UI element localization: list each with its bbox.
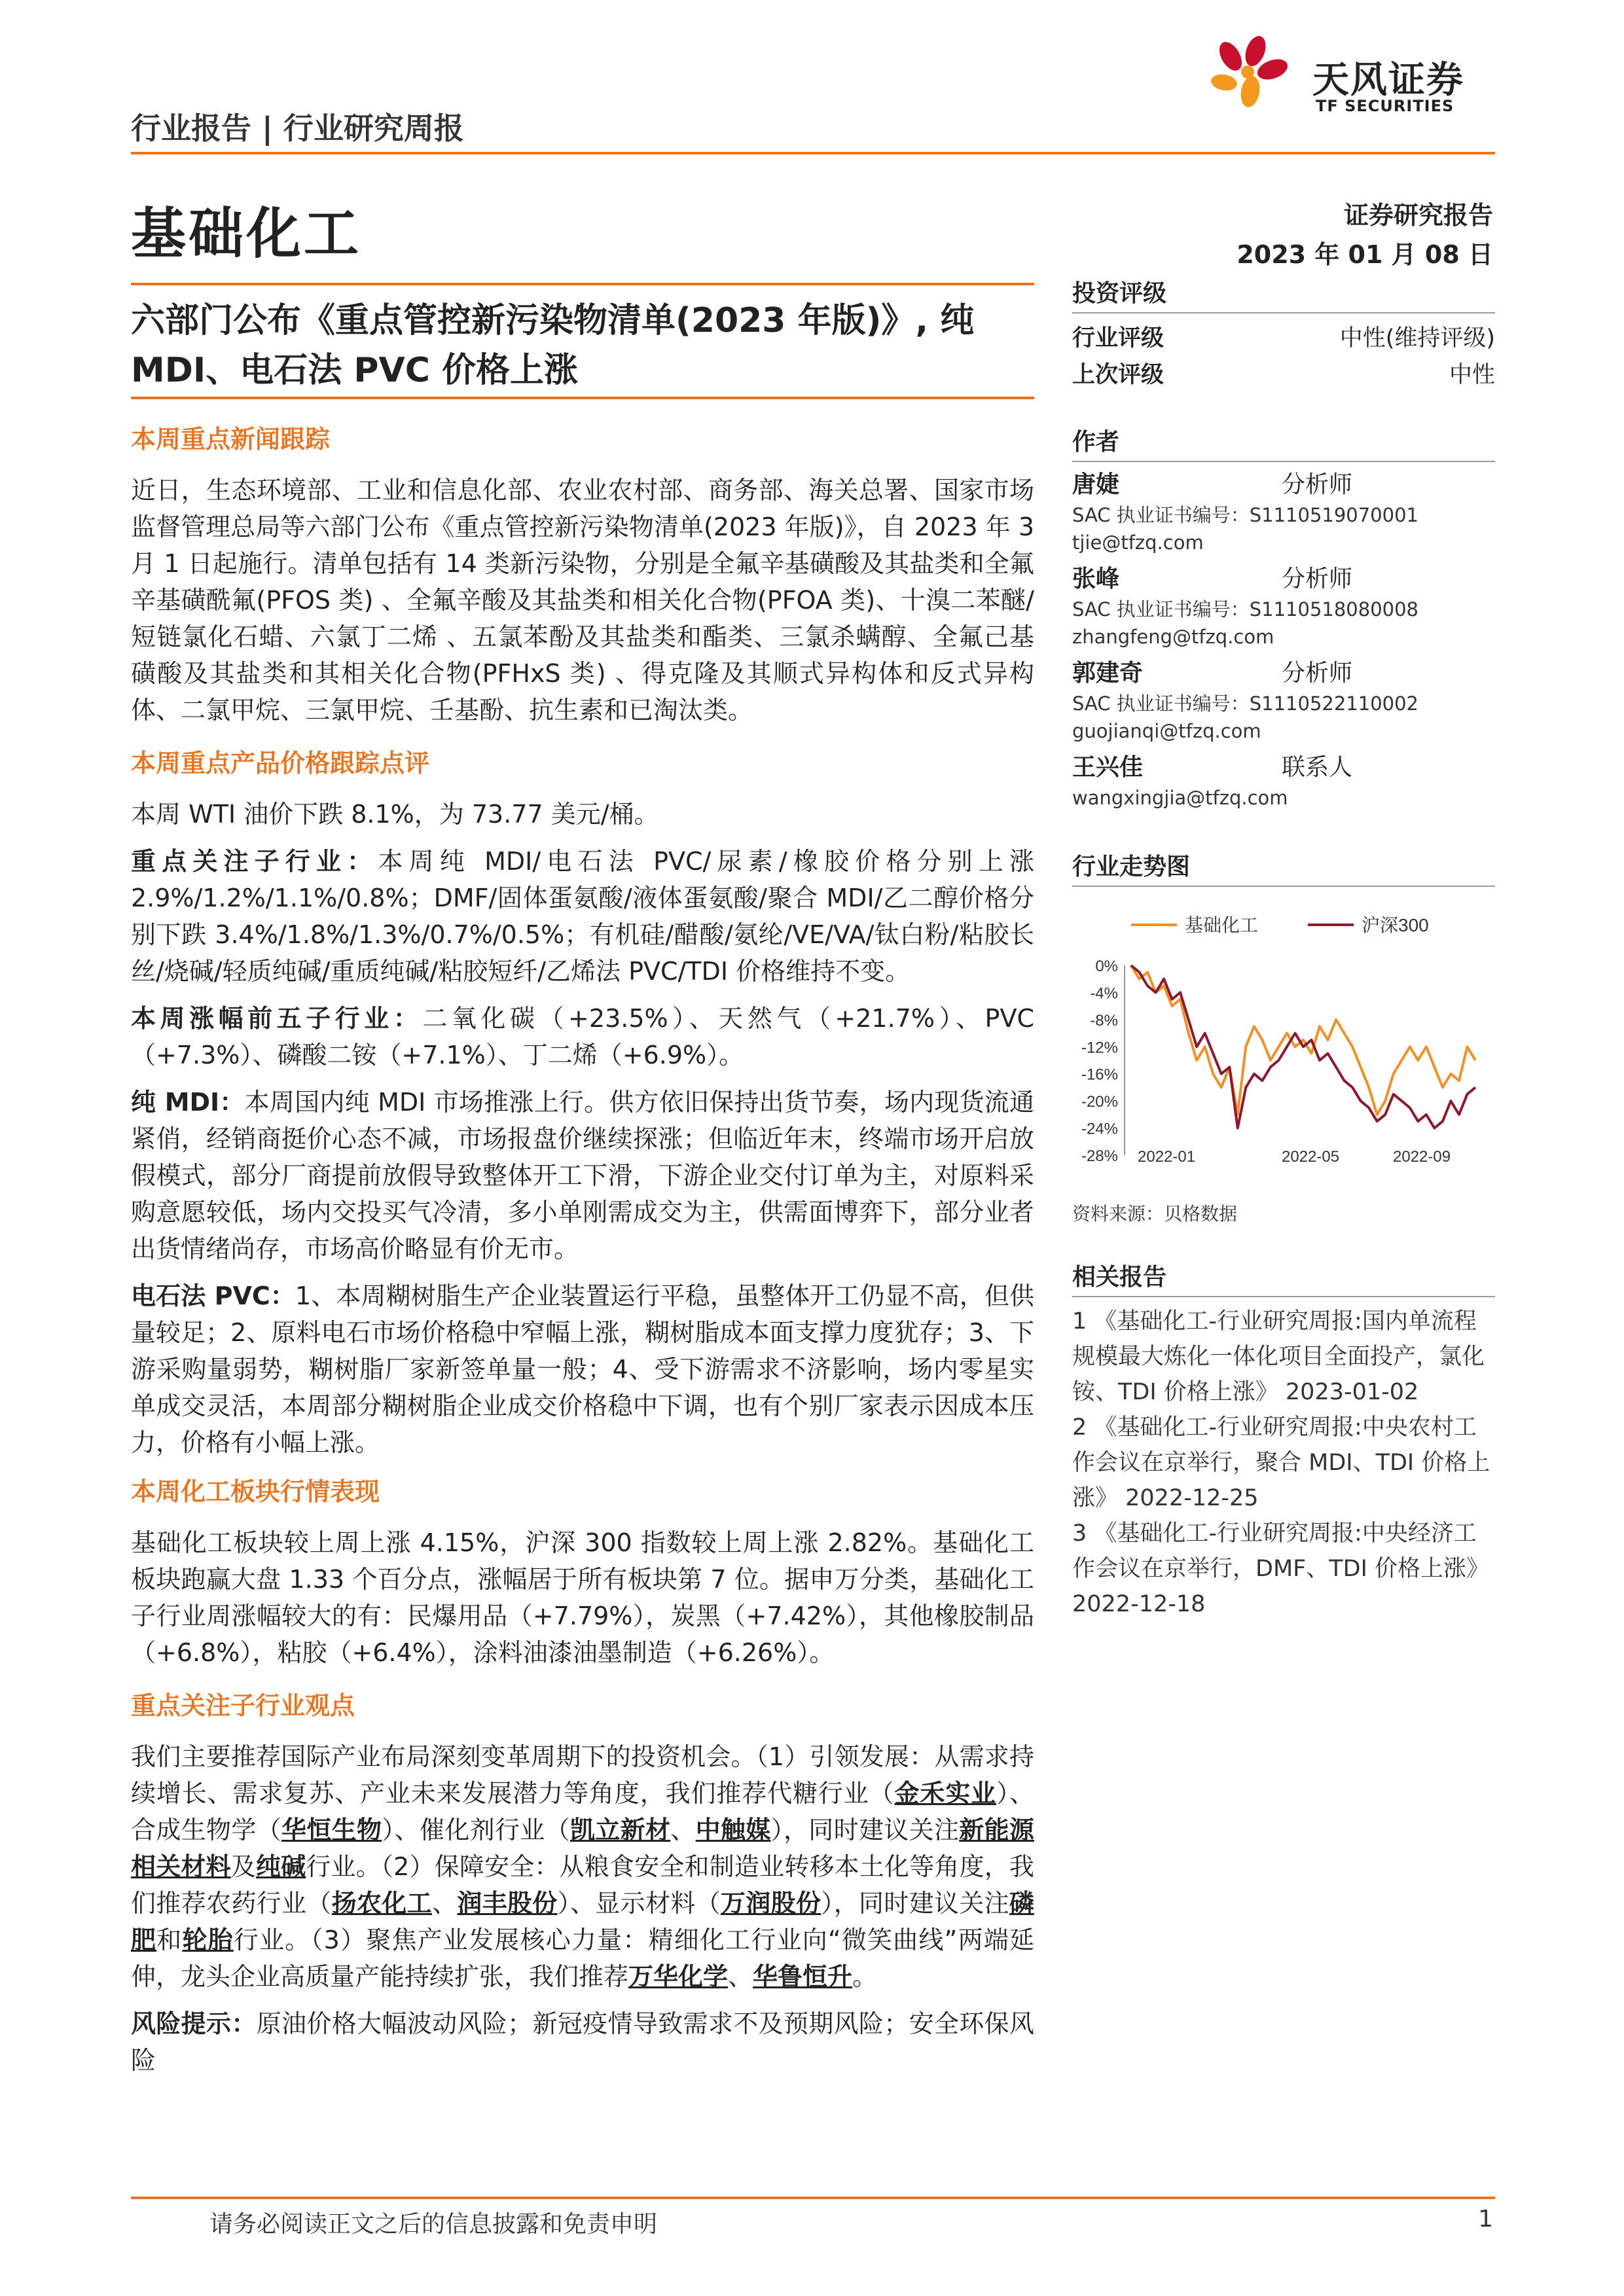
- top5-label: 本周涨幅前五子行业：: [131, 1004, 423, 1033]
- stock-pick: 华恒生物: [281, 1816, 382, 1844]
- author-role: 分析师: [1282, 660, 1353, 687]
- stock-pick: 凯立新材: [569, 1816, 671, 1844]
- section-market-heading: 本周化工板块行情表现: [131, 1477, 380, 1506]
- doc-date: 2023 年 01 月 08 日: [1236, 240, 1493, 269]
- report-type: 行业报告 | 行业研究周报: [131, 111, 464, 146]
- sector-pick: 轮胎: [182, 1926, 234, 1954]
- stock-pick: 万华化学: [628, 1962, 729, 1991]
- trend-chart-svg: [1072, 893, 1495, 1188]
- related-report[interactable]: 2 《基础化工-行业研究周报:中央农村工作会议在京举行，聚合 MDI、TDI 价格上涨》 2022-12-25: [1072, 1414, 1490, 1511]
- author-entry: [1072, 563, 1495, 651]
- stock-pick: 万润股份: [720, 1889, 821, 1918]
- related-report[interactable]: 3 《基础化工-行业研究周报:中央经济工作会议在京举行，DMF、TDI 价格上涨》 2022-12-18: [1072, 1520, 1490, 1617]
- mdi-text: 本周国内纯 MDI 市场推涨上行。供方依旧保持出货节奏，场内现货流通紧俏，经销商挺价心态不减，市场报盘价继续探涨；但临近年末，终端市场开启放假模式，部分厂商提前放假导致整体开工下滑，下游企业交付订单为主，对原料采购意愿较低，场内交投买气冷清，多小单刚需成交为主，供需面博弈下，部分业者出货情绪尚存，市场高价略显有价无市。: [131, 1088, 1034, 1263]
- author-email[interactable]: guojianqi@tfzq.com: [1072, 720, 1261, 742]
- focus-label: 重点关注子行业：: [131, 847, 378, 876]
- doc-type: 证券研究报告: [1343, 201, 1493, 230]
- views-text-part: ）、显示材料（: [557, 1889, 721, 1918]
- sector-pick: 新能源相关材料: [131, 1816, 1034, 1881]
- footer-divider: [131, 2197, 1495, 2199]
- views-text-part: 。: [852, 1962, 878, 1991]
- brand-name-en: TF SECURITIES: [1316, 97, 1454, 115]
- rating-row: [1072, 357, 1495, 393]
- y-tick-label: -24%: [1081, 1120, 1118, 1138]
- trend-heading: 行业走势图: [1072, 848, 1495, 887]
- brand-logo: [1204, 31, 1492, 117]
- section-news-heading: 本周重点新闻跟踪: [131, 425, 331, 454]
- related-heading: 相关报告: [1072, 1259, 1495, 1297]
- author-sac: SAC 执业证书编号：S1110518080008: [1072, 598, 1419, 620]
- views-text-part: ），同时建议关注: [821, 1889, 1009, 1918]
- top5-subindustry: [131, 1000, 1034, 1073]
- views-text-part: ），同时建议关注: [770, 1816, 960, 1844]
- views-text-part: ）、催化剂行业（: [382, 1816, 570, 1844]
- rating-box: [1072, 275, 1495, 393]
- sector-pick: 磷肥: [131, 1889, 1034, 1954]
- focus-subindustry: [131, 843, 1034, 990]
- series-line: [1131, 965, 1475, 1128]
- stock-pick: 金禾实业: [894, 1779, 997, 1808]
- header-divider: [131, 152, 1495, 154]
- author-email[interactable]: tjie@tfzq.com: [1072, 531, 1204, 554]
- trend-box: [1072, 848, 1495, 1226]
- rating-heading: 投资评级: [1072, 275, 1495, 314]
- report-title-line-2: MDI、电石法 PVC 价格上涨: [131, 351, 578, 390]
- y-tick-label: -28%: [1081, 1147, 1118, 1165]
- y-tick-label: -16%: [1081, 1066, 1118, 1084]
- mdi-paragraph: [131, 1084, 1034, 1267]
- stock-pick: 中触媒: [695, 1816, 771, 1844]
- page-number: 1: [1478, 2206, 1493, 2233]
- legend-label: 基础化工: [1185, 915, 1259, 935]
- tf-flower-icon: [1204, 31, 1303, 117]
- report-title: [131, 296, 1034, 395]
- section-prices-heading: 本周重点产品价格跟踪点评: [131, 749, 430, 778]
- author-name: 郭建奇: [1072, 660, 1144, 687]
- rating-key: 行业评级: [1072, 325, 1164, 351]
- legend-label: 沪深300: [1362, 915, 1429, 935]
- related-box: [1072, 1259, 1495, 1622]
- views-text-part: 我们主要推荐国际产业布局深刻变革周期下的投资机会。（1）引领发展：从需求持续增长、需求复苏、产业未来发展潜力等角度，我们推荐代糖行业（: [131, 1742, 1034, 1808]
- sector-pick: 纯碱: [255, 1852, 306, 1881]
- author-entry: [1072, 657, 1495, 745]
- x-tick-label: 2022-01: [1138, 1148, 1196, 1166]
- report-title-line-1: 六部门公布《重点管控新污染物清单(2023 年版)》, 纯: [131, 301, 975, 340]
- mdi-label: 纯 MDI：: [131, 1088, 245, 1117]
- views-text-part: 行业。（3）聚焦产业发展核心力量：精细化工行业向“微笑曲线”两端延伸，龙头企业高质量产能持续扩张，我们推荐: [131, 1926, 1034, 1991]
- top5-text: 二氧化碳（+23.5%）、天然气（+21.7%）、PVC（+7.3%）、磷酸二铵（+7.1%）、丁二烯（+6.9%）。: [131, 1004, 1034, 1069]
- section-news-text: 近日，生态环境部、工业和信息化部、农业农村部、商务部、海关总署、国家市场监督管理总局等六部门公布《重点管控新污染物清单(2023 年版)》，自 2023 年 3 月 1 日起施行。清单包括有 14 类新污染物，分别是全氟辛基磺酸及其盐类和全氟辛基磺酰氟(PFOS 类) 、全氟辛酸及其盐类和相关化合物(PFOA 类)、十溴二苯醚/短链氯化石蜡、六氯丁二烯 、五氯苯酚及其盐类和酯类、三氯杀螨醇、全氟己基磺酸及其盐类和其相关化合物(PFHxS 类) 、得克隆及其顺式异构体和反式异构体、二氯甲烷、三氯甲烷、壬基酚、抗生素和已淘汰类。: [131, 476, 1034, 725]
- pvc-label: 电石法 PVC：: [131, 1282, 295, 1310]
- x-tick-label: 2022-05: [1282, 1148, 1340, 1166]
- risk-label: 风险提示：: [131, 2009, 257, 2038]
- author-sac: SAC 执业证书编号：S1110522110002: [1072, 692, 1419, 715]
- risk-paragraph: [131, 2005, 1034, 2079]
- views-text-part: 、: [431, 1889, 458, 1918]
- y-tick-label: -12%: [1081, 1039, 1118, 1057]
- title-bottom-divider: [131, 397, 1034, 399]
- author-email[interactable]: zhangfeng@tfzq.com: [1072, 626, 1274, 648]
- y-tick-label: -8%: [1090, 1011, 1118, 1030]
- author-role: 联系人: [1282, 754, 1353, 781]
- y-tick-label: -20%: [1081, 1093, 1118, 1111]
- risk-text: 原油价格大幅波动风险；新冠疫情导致需求不及预期风险；安全环保风险: [131, 2009, 1034, 2075]
- views-text-part: 及: [230, 1852, 256, 1881]
- author-role: 分析师: [1282, 565, 1353, 592]
- y-tick-label: -4%: [1090, 984, 1118, 1003]
- rating-key: 上次评级: [1072, 362, 1164, 388]
- rating-row: [1072, 320, 1495, 357]
- authors-heading: 作者: [1072, 423, 1495, 462]
- rating-value: 中性(维持评级): [1339, 325, 1495, 351]
- author-entry: [1072, 751, 1495, 812]
- chart-source: 资料来源：贝格数据: [1072, 1203, 1238, 1225]
- related-report[interactable]: 1 《基础化工-行业研究周报:国内单流程规模最大炼化一体化项目全面投产，氯化铵、TDI 价格上涨》 2023-01-02: [1072, 1308, 1485, 1405]
- x-tick-label: 2022-09: [1393, 1148, 1451, 1166]
- main-content: [131, 419, 1034, 2089]
- author-name: 唐婕: [1072, 471, 1120, 498]
- section-market-text: 基础化工板块较上周上涨 4.15%，沪深 300 指数较上周上涨 2.82%。基础化工板块跑赢大盘 1.33 个百分点，涨幅居于所有板块第 7 位。据申万分类，基础化工子行业周涨幅较大的有：民爆用品（+7.79%），炭黑（+7.42%），其他橡胶制品（+6.8%），粘胶（+6.4%），涂料油漆油墨制造（+6.26%）。: [131, 1528, 1034, 1667]
- author-role: 分析师: [1282, 471, 1353, 498]
- author-name: 王兴佳: [1072, 754, 1144, 781]
- series-line: [1131, 965, 1475, 1115]
- section-views-text: [131, 1738, 1034, 1995]
- author-sac: SAC 执业证书编号：S1110519070001: [1072, 504, 1419, 526]
- pvc-text: 1、本周糊树脂生产企业装置运行平稳，虽整体开工仍显不高，但供量较足；2、原料电石市场价格稳中窄幅上涨，糊树脂成本面支撑力度犹存；3、下游采购量弱势，糊树脂厂家新签单量一般；4、受下游需求不济影响，场内零星实单成交灵活，本周部分糊树脂企业成交价格稳中下调，也有个别厂家表示因成本压力，价格有小幅上涨。: [131, 1282, 1034, 1457]
- stock-pick: 华鲁恒升: [753, 1962, 853, 1991]
- views-text-part: 、: [670, 1816, 696, 1844]
- brand-name-cn: 天风证券: [1312, 59, 1464, 101]
- focus-text: 本周纯 MDI/电石法 PVC/尿素/橡胶价格分别上涨 2.9%/1.2%/1.1%/0.8%；DMF/固体蛋氨酸/液体蛋氨酸/聚合 MDI/乙二醇价格分别下跌 3.4%/1.8%/1.3%/0.7%/0.5%；有机硅/醋酸/氨纶/VE/VA/钛白粉/粘胶长丝/烧碱/轻质纯碱/重质纯碱/粘胶短纤/乙烯法 PVC/TDI 价格维持不变。: [131, 847, 1034, 986]
- y-tick-label: 0%: [1095, 958, 1118, 975]
- title-top-divider: [131, 283, 1034, 285]
- sidebar: [1072, 275, 1495, 1622]
- stock-pick: 扬农化工: [331, 1889, 432, 1918]
- footer-disclaimer: 请务必阅读正文之后的信息披露和免责申明: [209, 2211, 658, 2238]
- views-text-part: 行业。（2）保障安全：从粮食安全和制造业转移本土化等角度，我们推荐农药行业（: [131, 1852, 1034, 1918]
- authors-box: [1072, 423, 1495, 812]
- trend-chart: [1072, 893, 1495, 1188]
- pvc-paragraph: [131, 1278, 1034, 1461]
- industry-title: 基础化工: [131, 202, 362, 266]
- views-text-part: 和: [156, 1926, 183, 1954]
- views-text-part: 、: [728, 1962, 753, 1991]
- author-email[interactable]: wangxingjia@tfzq.com: [1072, 787, 1288, 809]
- stock-pick: 润丰股份: [457, 1889, 558, 1918]
- section-views-heading: 重点关注子行业观点: [131, 1691, 355, 1720]
- author-name: 张峰: [1072, 565, 1120, 592]
- author-entry: [1072, 469, 1495, 556]
- views-text-part: ）、合成生物学（: [131, 1779, 1034, 1844]
- rating-value: 中性: [1449, 362, 1495, 388]
- wti-text: 本周 WTI 油价下跌 8.1%，为 73.77 美元/桶。: [131, 800, 659, 829]
